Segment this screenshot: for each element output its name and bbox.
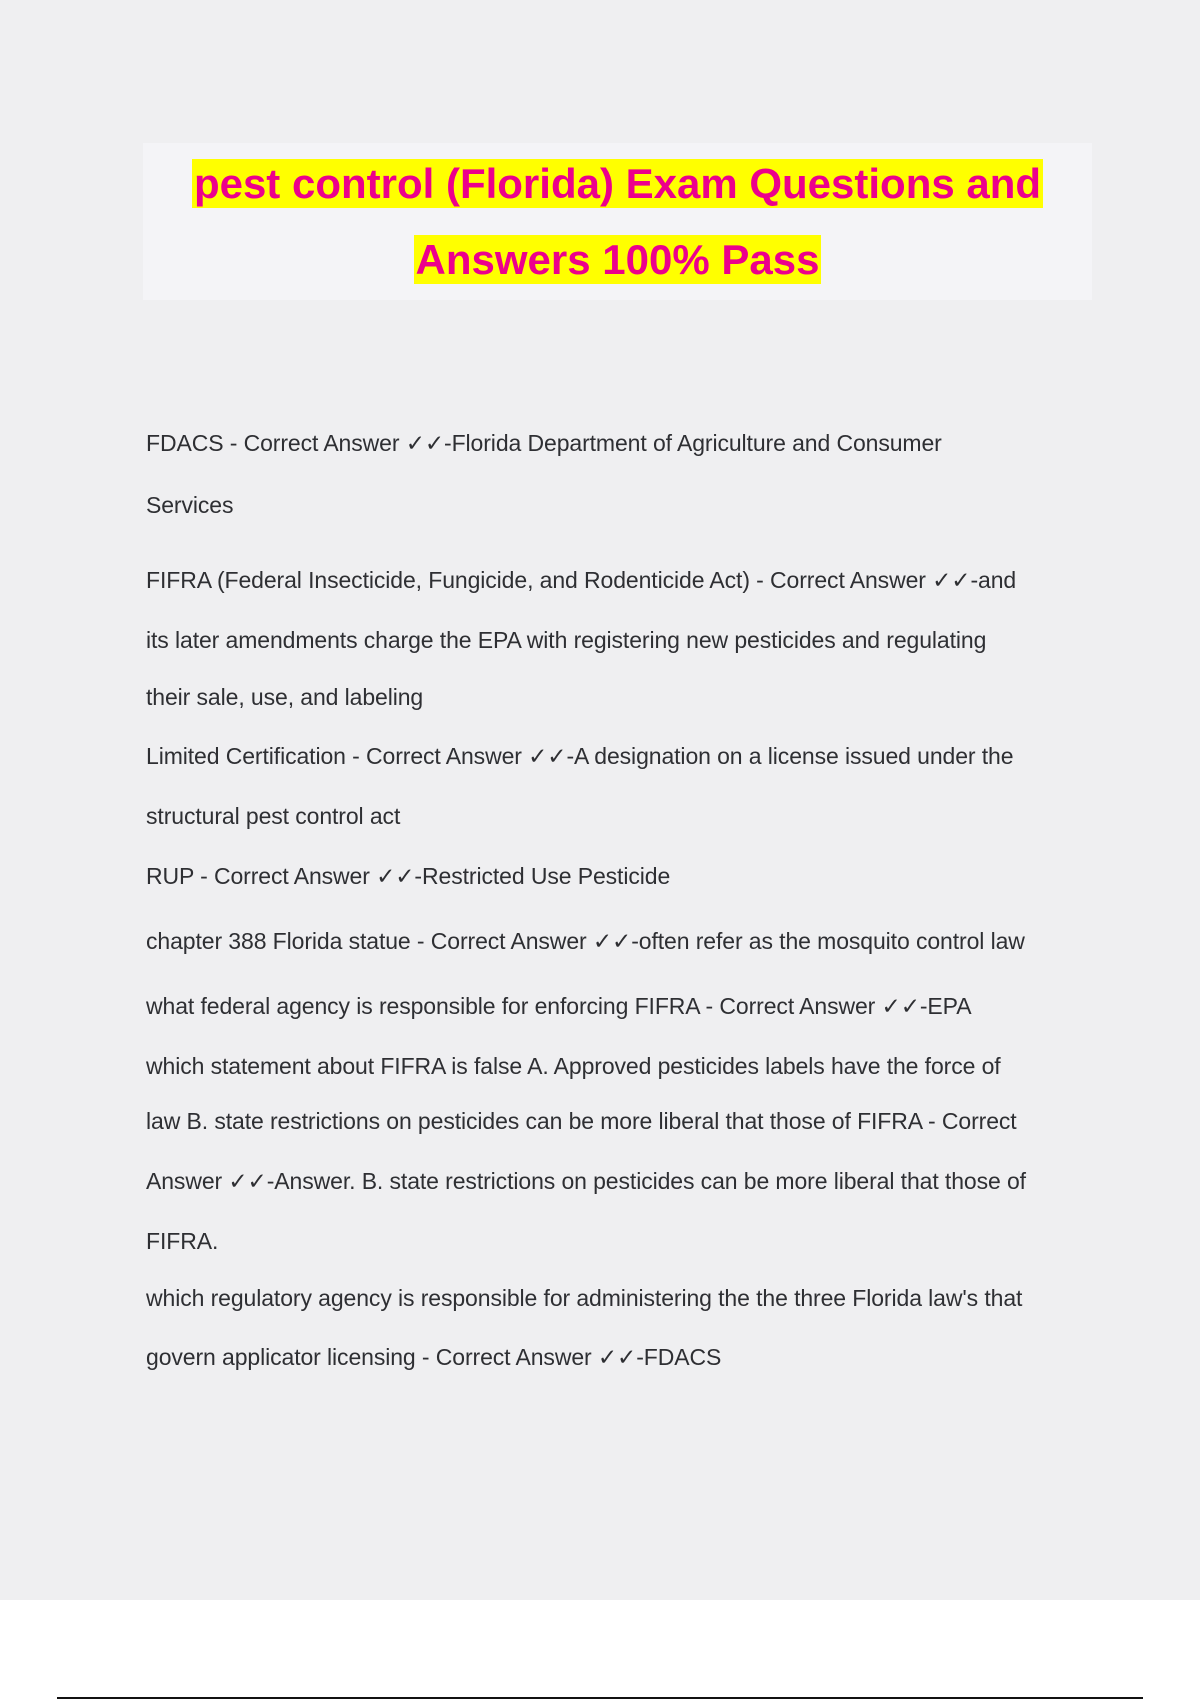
qa-line: which regulatory agency is responsible for administering the the three Florida law's that [146,1285,1023,1311]
qa-line: its later amendments charge the EPA with registering new pesticides and regulating [146,627,987,653]
qa-line: chapter 388 Florida statue - Correct Answer ✓✓-often refer as the mosquito control law [146,928,1025,954]
footer-divider [57,1697,1143,1699]
qa-line: Services [146,492,234,518]
qa-line: their sale, use, and labeling [146,684,424,710]
qa-line: structural pest control act [146,803,401,829]
qa-line: FIFRA (Federal Insecticide, Fungicide, and Rodenticide Act) - Correct Answer ✓✓-and [146,567,1017,593]
qa-line: what federal agency is responsible for enforcing FIFRA - Correct Answer ✓✓-EPA [146,993,972,1019]
qa-line: Answer ✓✓-Answer. B. state restrictions on pesticides can be more liberal that those of [146,1168,1026,1194]
title-block [143,143,1092,300]
title-line-2: Answers 100% Pass [415,235,820,283]
qa-line: law B. state restrictions on pesticides can be more liberal that those of FIFRA - Correct [146,1108,1017,1134]
qa-line: RUP - Correct Answer ✓✓-Restricted Use Pesticide [146,863,671,889]
qa-line: FIFRA. [146,1228,219,1254]
qa-line: FDACS - Correct Answer ✓✓-Florida Department of Agriculture and Consumer [146,430,942,456]
qa-line: govern applicator licensing - Correct Answer ✓✓-FDACS [146,1344,722,1370]
title-line-1: pest control (Florida) Exam Questions and [193,159,1042,207]
qa-line: Limited Certification - Correct Answer ✓✓-A designation on a license issued under the [146,743,1014,769]
qa-line: which statement about FIFRA is false A. Approved pesticides labels have the force of [146,1053,1001,1079]
